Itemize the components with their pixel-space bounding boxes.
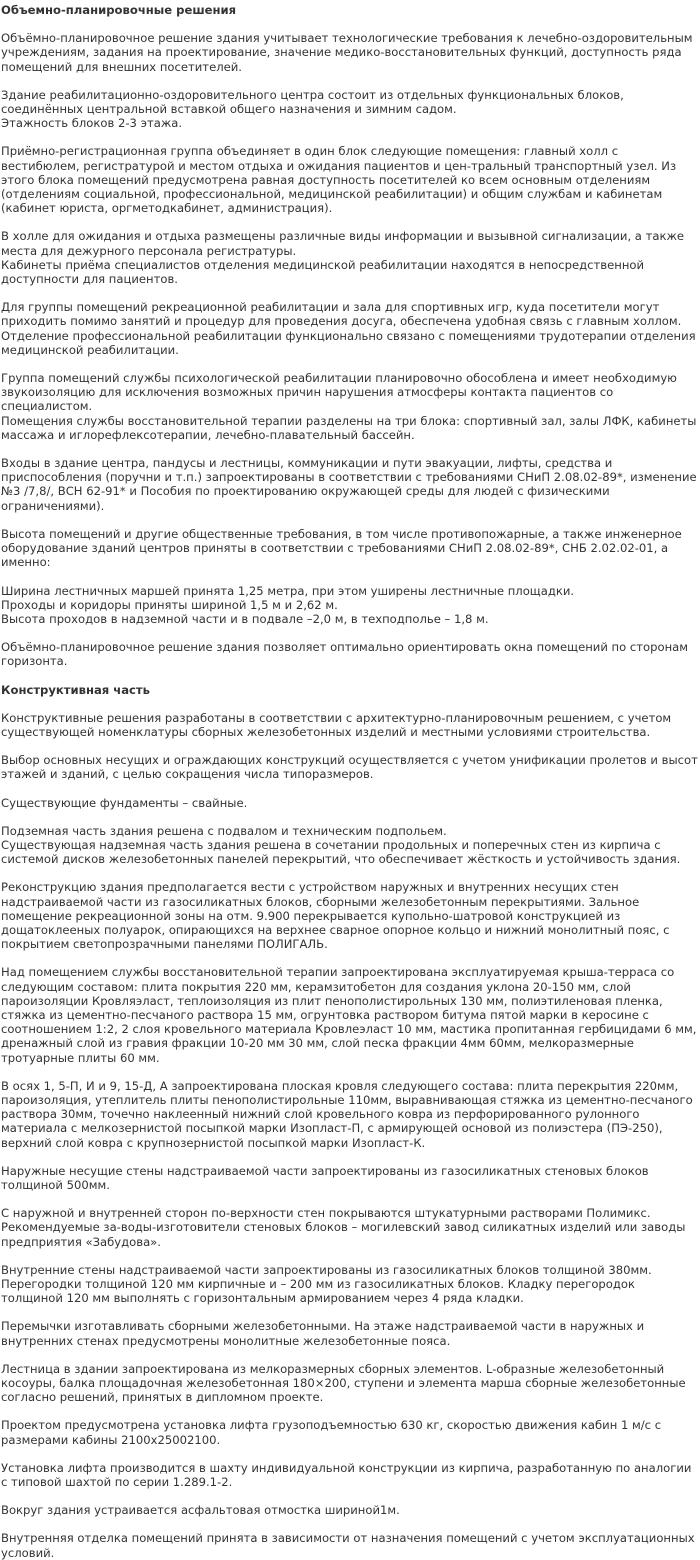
paragraph-line: Приёмно-регистрационная группа объединяет в один блок следующие помещения: главный холл с вестибюлем, регистратурой и местом отдыха и ожидания пациентов и цен-тральный транспортный узел. Из этого блока помещений предусмотрена равная доступность посетителей ко всем основным отделениям (отделениям социальной, профессиональной, медицинской реабилитации) и общим службам и кабинетам (кабинет юриста, оргметодкабинет, администрация). <box>1 144 677 216</box>
paragraph <box>1 711 700 739</box>
paragraph <box>1 1531 700 1559</box>
paragraph-line: Конструктивные решения разработаны в соответствии с архитектурно-планировочным решением, с учетом существующей номенклатуры сборных железобетонных изделий и местными условиями строительства. <box>1 710 672 739</box>
paragraph-line: Перемычки изготавливать сборными железобетонными. На этаже надстраиваемой части в наружных и внутренних стенах предусмотрены монолитные железобетонные пояса. <box>1 1319 645 1348</box>
paragraph-line: Этажность блоков 2-3 этажа. <box>1 116 183 131</box>
paragraph-line: Наружные несущие стены надстраиваемой части запроектированы из газосиликатных стеновых блоков толщиной 500мм. <box>1 1163 649 1192</box>
paragraph-line: Выбор основных несущих и ограждающих конструкций осуществляется с учетом унификации пролетов и высот этажей и зданий, с целью сокращения числа типоразмеров. <box>1 753 698 782</box>
paragraph <box>1 1362 700 1405</box>
paragraph-line: С наружной и внутренней сторон по-верхности стен покрываются штукатурными растворами Полимикс. Рекомендуемые за-воды-изготовители стеновых блоков – могилевский завод силикатных изделий или заводы предприятия «Забудова». <box>1 1206 686 1249</box>
paragraph <box>1 880 700 951</box>
paragraph <box>1 753 700 781</box>
paragraph-line: Отделение профессиональной реабилитации функционально связано с помещениями трудотерапии отделения медицинской реабилитации. <box>1 328 696 357</box>
paragraph-line: Вокруг здания устраивается асфальтовая отмостка шириной1м. <box>1 1503 400 1518</box>
paragraph-line: Высота помещений и другие общественные требования, в том числе противопожарные, а также инженерное оборудование зданий центров приняты в соответствии с требованиями СНиП 2.08.02-89*, СНБ 2.02.02-01, а именно: <box>1 526 682 570</box>
paragraph-line: Внутренние стены надстраиваемой части запроектированы из газосиликатных блоков толщиной 380мм. Перегородки толщиной 120 мм кирпичные и – 200 мм из газосиликатных блоков. Кладку перегородок толщиной 120 мм выполнять с горизонтальным армированием через 4 ряда кладки. <box>1 1262 652 1306</box>
paragraph-line: Помещения службы восстановительной терапии разделены на три блока: спортивный зал, залы ЛФК, кабинеты массажа и иглорефлексотерапии, лечебно-плавательный бассейн. <box>1 413 697 442</box>
paragraph <box>1 1461 700 1489</box>
paragraph-line: Реконструкцию здания предполагается вести с устройством наружных и внутренних несущих стен надстраиваемой части из газосиликатных блоков, сборными железобетонным перекрытиями. Зальное помещение рекреационной зоны на отм. 9.900 перекрывается купольно-шатровой конструкцией из дощатоклееных полуарок, опирающихся на верхнее сварное опорное кольцо и нижний монолитный пояс, с покрытием светопрозрачными панелями ПОЛИГАЛЬ. <box>1 880 670 952</box>
paragraph <box>1 1164 700 1192</box>
paragraph <box>1 1263 700 1306</box>
paragraph <box>1 965 700 1064</box>
section-heading-planning: Объемно-планировочные решения <box>1 3 237 17</box>
paragraph <box>1 300 700 357</box>
paragraph-line: Существующие фундаменты – свайные. <box>1 795 248 810</box>
paragraph <box>1 31 700 74</box>
paragraph <box>1 640 700 668</box>
paragraph <box>1 824 700 867</box>
paragraph-line: В холле для ожидания и отдыха размещены различные виды информации и вызывной сигнализации, а также места для дежурного персонала регистратуры. <box>1 229 685 258</box>
paragraph-line: Проходы и коридоры приняты шириной 1,5 м и 2,62 м. <box>1 597 338 612</box>
paragraph <box>1 1319 700 1347</box>
paragraph-line: Входы в здание центра, пандусы и лестницы, коммуникации и пути эвакуации, лифты, средства и приспособления (поручни и т.п.) запроектированы в соответствии с требованиями СНиП 2.08.02-89*, изменение №3 /7,8/, ВСН 62-91* и Пособия по проектированию окружающей среды для людей с физическими ограничениями). <box>1 456 697 513</box>
paragraph-line: Лестница в здании запроектирована из мелкоразмерных сборных элементов. L-образные железобетонный косоуры, балка площадочная железобетонная 180×200, ступени и элемента марша сборные железобетонные согласно решений, принятых в дипломном проекте. <box>1 1361 686 1405</box>
paragraph <box>1 527 700 570</box>
section-heading-construction: Конструктивная часть <box>1 682 150 697</box>
paragraph <box>1 144 700 215</box>
paragraph-line: В осях 1, 5-П, И и 9, 15-Д, А запроектирована плоская кровля следующего состава: плита перекрытия 220мм, пароизоляция, утеплитель плиты пенополистирольные 110мм, выравнивающая стяжка из цементно-песчаного раствора 30мм, точечно наклеенный нижний слой кровельного ковра из перфорированного рулонного материала с мелкозернистой посыпкой марки Изопласт-П, с армирующей основой из полиэстера (ПЭ-250), верхний слой ковра с крупнозернистой посыпкой марки Изопласт-К. <box>1 1078 693 1150</box>
paragraph <box>1 88 700 131</box>
paragraph-line: Объёмно-планировочное решение здания учитывает технологические требования к лечебно-оздоровительным учреждениям, задания на проектирование, значение медико-восстановительных функций, доступность ряда помещений для внешних посетителей. <box>1 31 693 74</box>
paragraph <box>1 1079 700 1150</box>
paragraph-line: Группа помещений службы психологической реабилитации планировочно обособлена и имеет необходимую звукоизоляцию для исключения возможных причин нарушения атмосферы контакта пациентов со специалистом. <box>1 371 677 414</box>
paragraph-line: Ширина лестничных маршей принята 1,25 метра, при этом уширены лестничные площадки. <box>1 583 575 598</box>
paragraph <box>1 1503 700 1517</box>
paragraph-line: Установка лифта производится в шахту индивидуальной конструкции из кирпича, разработанную по аналогии с типовой шахтой по серии 1.289.1-2. <box>1 1460 692 1490</box>
paragraph-line: Для группы помещений рекреационной реабилитации и зала для спортивных игр, куда посетители могут приходить помимо занятий и процедур для проведения досуга, обеспечена удобная связь с главным холлом. <box>1 300 682 329</box>
paragraph-line: Существующая надземная часть здания решена в сочетании продольных и поперечных стен из кирпича с системой дисков железобетонных панелей перекрытий, что обеспечивает жёсткость и устойчивость здания. <box>1 837 681 867</box>
paragraph <box>1 371 700 442</box>
paragraph <box>1 584 700 627</box>
paragraph <box>1 229 700 286</box>
paragraph-line: Кабинеты приёма специалистов отделения медицинской реабилитации находятся в непосредственной доступности для пациентов. <box>1 257 645 287</box>
paragraph <box>1 1206 700 1249</box>
paragraph-line: Высота проходов в надземной части и в подвале –2,0 м, в техподполье – 1,8 м. <box>1 611 489 626</box>
paragraph-line: Над помещением службы восстановительной терапии запроектирована эксплуатируемая крыша-терраса со следующим составом: плита покрытия 220 мм, керамзитобетон для создания уклона 20-150 мм, слой пароизоляции Кровляэласт, теплоизоляция из плит пенополистирольных 130 мм, полиэтиленовая пленка, стяжка из цементно-песчаного раствора 15 мм, огрунтовка раствором битума пятой марки в керосине с соотношением 1:2, 2 слоя кровельного материала Кровлеэласт 10 мм, мастика пропитанная гербицидами 6 мм, дренажный слой из гравия фракции 10-20 мм 30 мм, слой песка фракции 4мм 60мм, мелкоразмерные тротуарные плиты 60 мм. <box>1 965 697 1065</box>
paragraph <box>1 456 700 513</box>
paragraph-line: Здание реабилитационно-оздоровительного центра состоит из отдельных функциональных блоков, соединённых центральной вставкой общего назначения и зимним садом. <box>1 87 624 117</box>
paragraph-line: Проектом предусмотрена установка лифта грузоподъемностью 630 кг, скоростью движения кабин 1 м/с с размерами кабины 2100х25002100. <box>1 1418 662 1447</box>
paragraph-line: Объёмно-планировочное решение здания позволяет оптимально ориентировать окна помещений по сторонам горизонта. <box>1 640 689 669</box>
paragraph <box>1 796 700 810</box>
paragraph <box>1 1418 700 1446</box>
paragraph-line: Подземная часть здания решена с подвалом и техническим подпольем. <box>1 823 447 838</box>
paragraph-line: Внутренняя отделка помещений принята в зависимости от назначения помещений с учетом эксплуатационных условий. <box>1 1531 695 1560</box>
